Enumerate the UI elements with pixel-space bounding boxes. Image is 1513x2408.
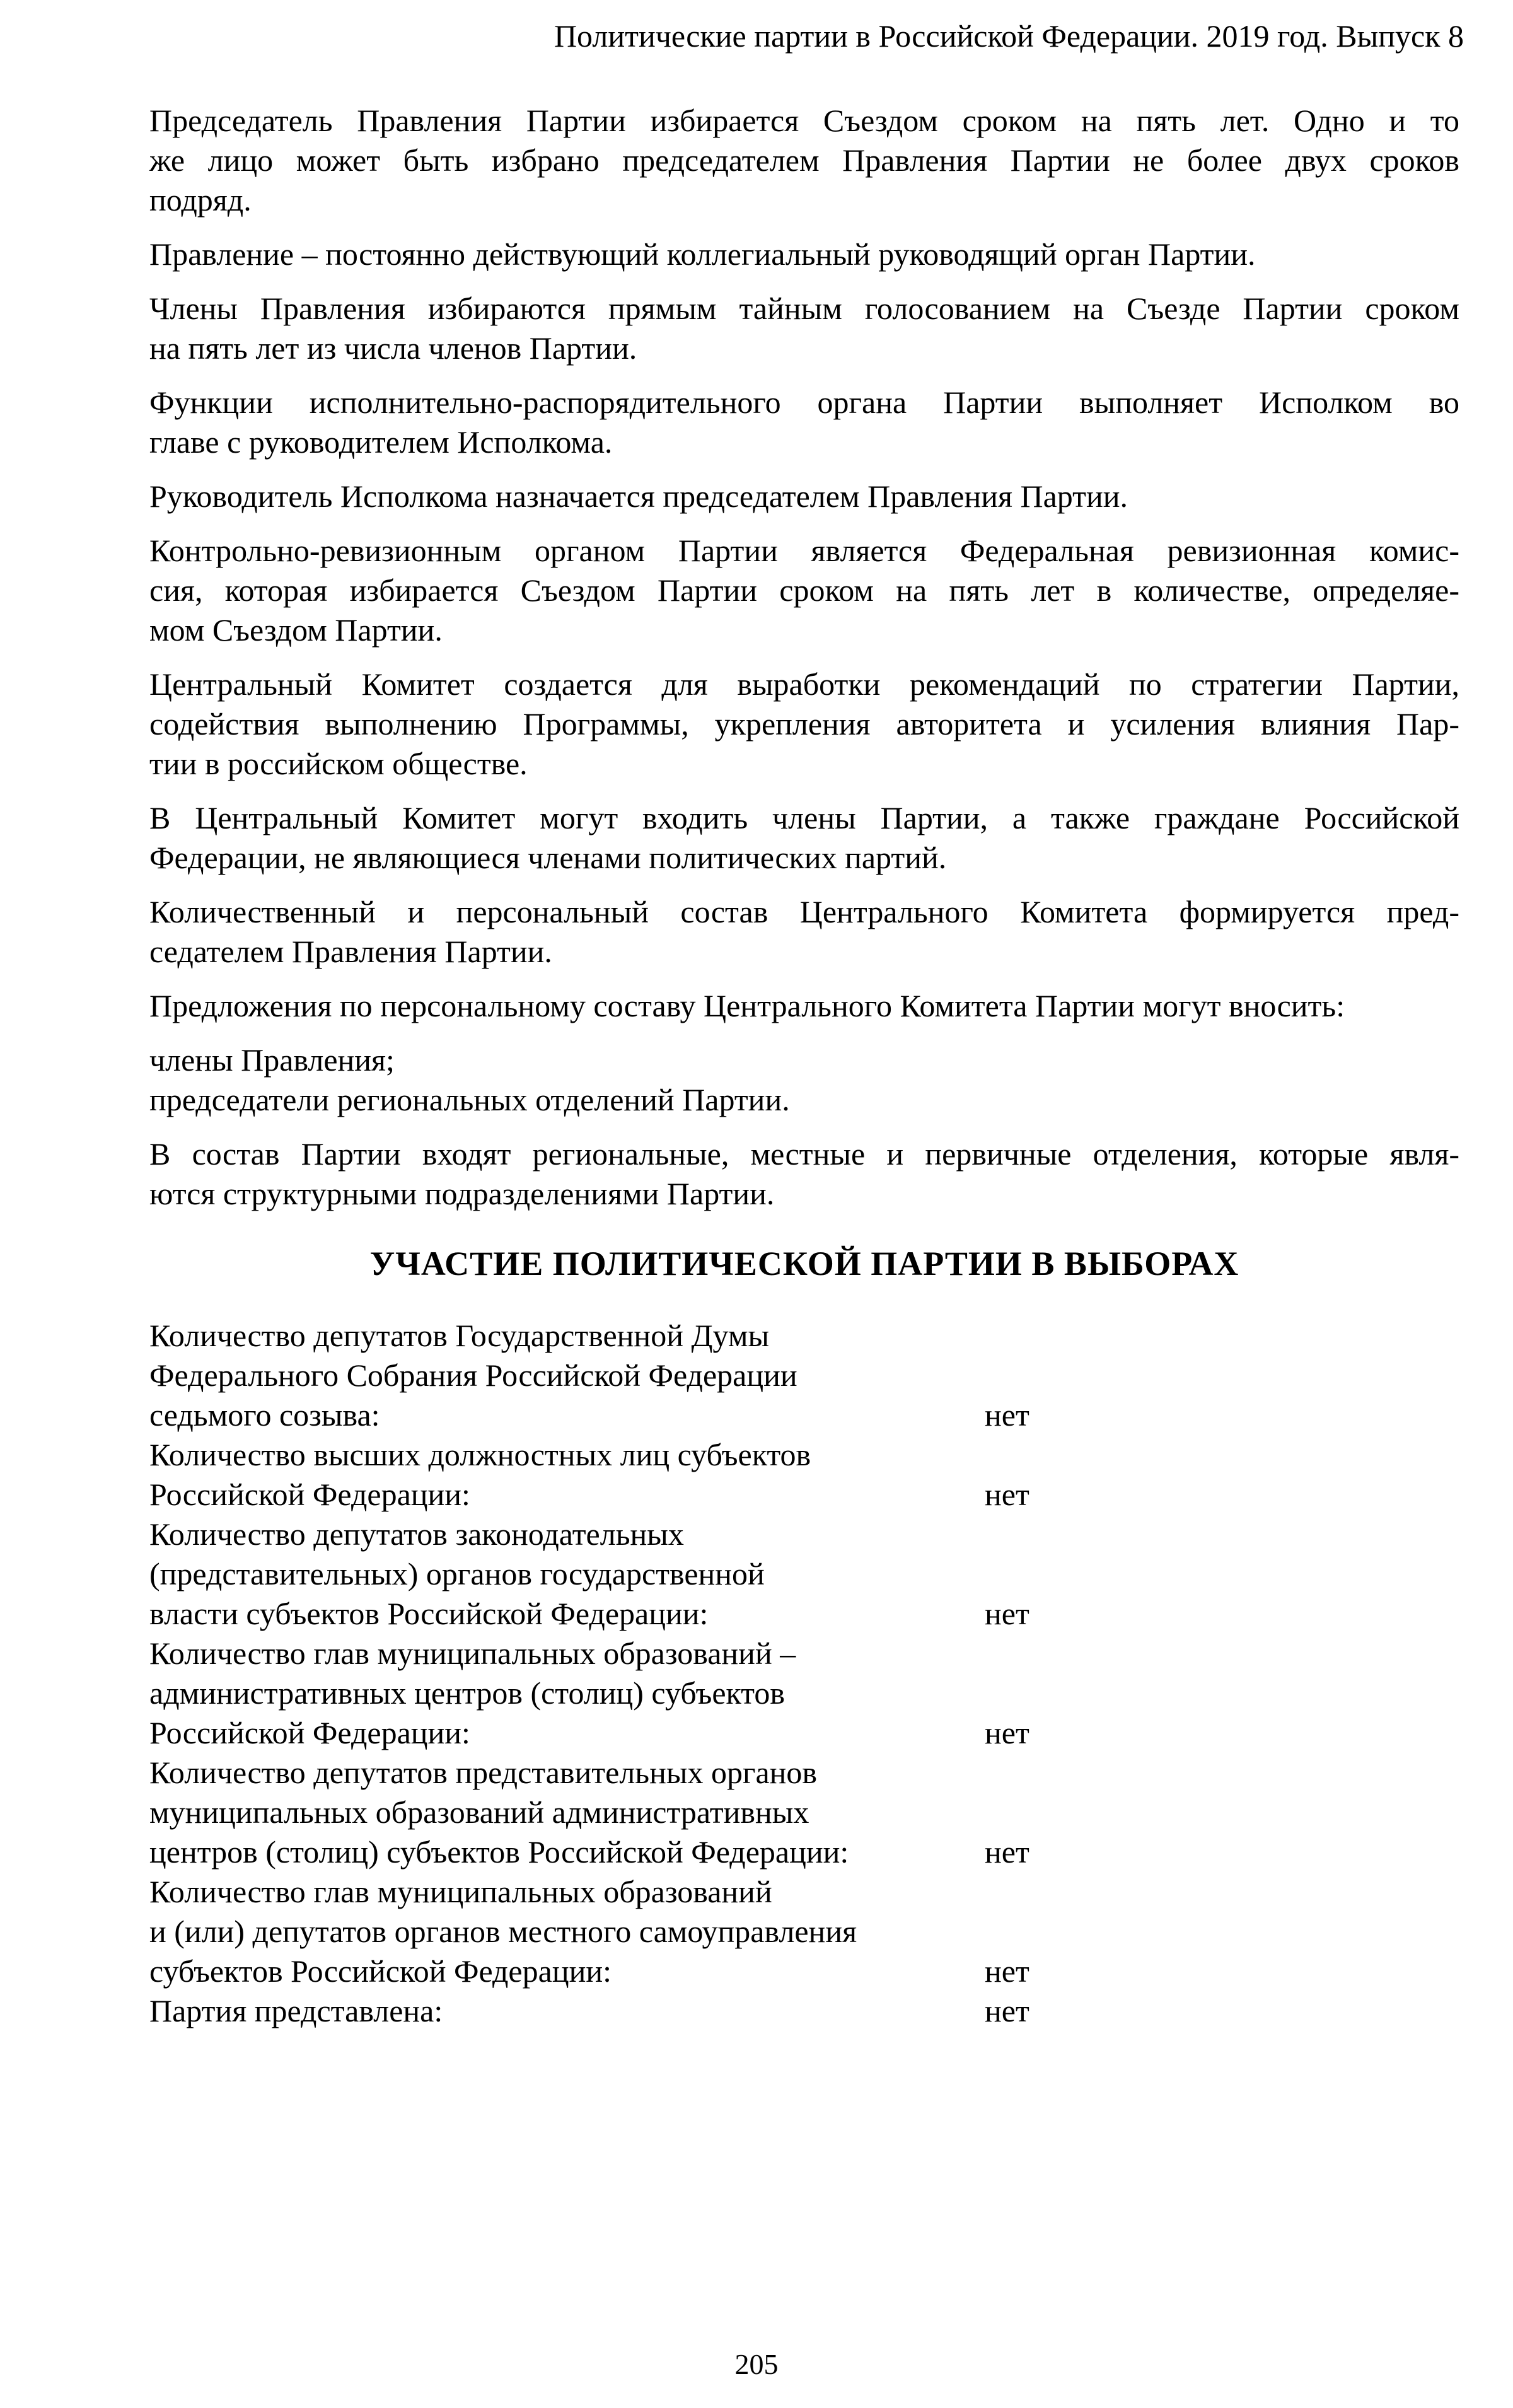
election-entry-label-line: Количество высших должностных лиц субъектов [149,1437,811,1472]
election-entry-value: нет [985,1715,1029,1750]
paragraph-line: Руководитель Исполкома назначается председателем Правления Партии. [149,479,1128,514]
paragraph-line: Количественный и персональный состав Центрального Комитета формируется пред- [149,894,1459,929]
paragraph-line: Центральный Комитет создается для выработки рекомендаций по стратегии Партии, [149,666,1459,702]
paragraph [149,477,1459,516]
paragraphs [149,101,1459,1214]
election-entry-label-line: Количество глав муниципальных образований [149,1874,772,1909]
election-entry-label-line: Количество депутатов представительных органов [149,1755,818,1790]
page-header: Политические партии в Российской Федерации. 2019 год. Выпуск 8 [554,18,1464,54]
page-number: 205 [734,2348,779,2380]
paragraph [149,101,1459,220]
election-list [149,1316,1459,2031]
paragraph-line: В Центральный Комитет могут входить члены Партии, а также граждане Российской [149,800,1459,835]
election-entry-label-line: седьмого созыва: [149,1397,380,1433]
election-entry-label-line: Количество депутатов законодательных [149,1516,684,1552]
election-entry-label-line: Федерального Собрания Российской Федерации [149,1358,797,1393]
election-entry [149,1316,1459,1435]
paragraph [149,665,1459,784]
paragraph-line: Федерации, не являющиеся членами политических партий. [149,840,947,875]
paragraph-line: мом Съездом Партии. [149,612,443,648]
paragraph-line: Предложения по персональному составу Центрального Комитета Партии могут вносить: [149,988,1345,1023]
section-heading: УЧАСТИЕ ПОЛИТИЧЕСКОЙ ПАРТИИ В ВЫБОРАХ [369,1245,1239,1283]
paragraph [149,289,1459,368]
election-entry-label-line: и (или) депутатов органов местного самоуправления [149,1914,857,1949]
election-entry-value: нет [985,1953,1029,1989]
paragraph-line: содействия выполнению Программы, укрепления авторитета и усиления влияния Пар- [149,706,1459,742]
paragraph-line: председатели региональных отделений Партии. [149,1082,790,1117]
paragraph [149,383,1459,462]
election-entry-label-line: Количество депутатов Государственной Думы [149,1318,770,1353]
paragraph [149,1040,1459,1120]
election-entry-label-line: власти субъектов Российской Федерации: [149,1596,709,1631]
paragraph-line: главе с руководителем Исполкома. [149,424,613,460]
election-entry-value: нет [985,1596,1029,1631]
paragraph [149,986,1459,1026]
election-entry [149,1515,1459,1634]
paragraph-line: Контрольно-ревизионным органом Партии является Федеральная ревизионная комис- [149,533,1459,568]
election-entry-value: нет [985,1834,1029,1870]
paragraph [149,1134,1459,1214]
election-entry-label-line: Количество глав муниципальных образований – [149,1636,796,1671]
paragraph-line: же лицо может быть избрано председателем Правления Партии не более двух сроков [149,143,1459,178]
election-entry [149,1753,1459,1872]
election-entry-label-line: (представительных) органов государственной [149,1556,765,1591]
paragraph-line: Функции исполнительно-распорядительного органа Партии выполняет Исполком во [149,385,1459,420]
election-entry-label-line: центров (столиц) субъектов Российской Федерации: [149,1834,849,1870]
election-entry-value: нет [985,1397,1029,1433]
paragraph [149,235,1459,274]
paragraph-line: Председатель Правления Партии избирается Съездом сроком на пять лет. Одно и то [149,103,1459,138]
paragraph-line: ются структурными подразделениями Партии. [149,1176,775,1211]
election-entry [149,1872,1459,1991]
paragraph-line: члены Правления; [149,1042,395,1078]
election-entry-value: нет [985,1477,1029,1512]
election-entry-label-line: муниципальных образований административных [149,1794,809,1830]
election-entry-label-line: Партия представлена: [149,1993,443,2028]
paragraph [149,892,1459,972]
election-entry-label-line: субъектов Российской Федерации: [149,1953,612,1989]
paragraph-line: седателем Правления Партии. [149,934,552,969]
election-entry [149,1634,1459,1753]
paragraph-line: подряд. [149,182,252,218]
election-entry [149,1991,1459,2031]
paragraph-line: Правление – постоянно действующий коллегиальный руководящий орган Партии. [149,236,1256,272]
election-entry-label-line: Российской Федерации: [149,1715,470,1750]
election-entry-label-line: административных центров (столиц) субъектов [149,1675,785,1711]
election-entry [149,1435,1459,1515]
election-entry-label-line: Российской Федерации: [149,1477,470,1512]
paragraph [149,531,1459,650]
paragraph-line: тии в российском обществе. [149,746,528,781]
paragraph-line: сия, которая избирается Съездом Партии сроком на пять лет в количестве, определяе- [149,573,1459,608]
paragraph-line: на пять лет из числа членов Партии. [149,330,637,366]
paragraph-line: В состав Партии входят региональные, местные и первичные отделения, которые явля- [149,1136,1459,1172]
election-entry-value: нет [985,1993,1029,2028]
paragraph-line: Члены Правления избираются прямым тайным голосованием на Съезде Партии сроком [149,291,1459,326]
page-content [149,101,1459,2031]
paragraph [149,798,1459,878]
